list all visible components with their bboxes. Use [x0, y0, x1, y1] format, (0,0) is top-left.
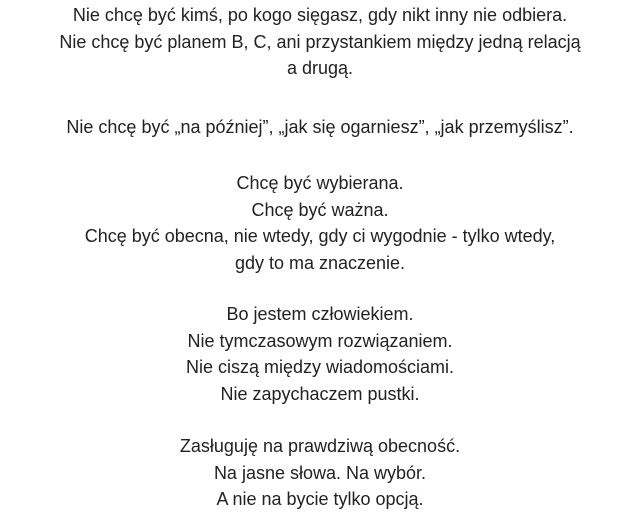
text-line: Nie ciszą między wiadomościami.	[185, 357, 455, 377]
text-line: Na jasne słowa. Na wybór.	[213, 462, 427, 483]
stanza-i-deserve	[0, 433, 640, 513]
text-line: Nie chcę być kimś, po kogo sięgasz, gdy nikt inny nie odbiera.	[72, 5, 568, 25]
stanza-want-to-be-chosen	[0, 170, 640, 276]
text-line: Nie tymczasowym rozwiązaniem.	[187, 330, 453, 351]
stanza-not-a-backup	[0, 2, 640, 82]
stanza-i-am-human	[0, 301, 640, 407]
text-line: gdy to ma znaczenie.	[234, 252, 406, 273]
text-line: a drugą.	[286, 58, 354, 78]
text-line: Chcę być ważna.	[251, 199, 389, 220]
text-line: Nie chcę być planem B, C, ani przystankiem między jedną relacją	[59, 31, 581, 52]
text-line: Nie zapychaczem pustki.	[220, 383, 420, 404]
text-line: A nie na bycie tylko opcją.	[216, 489, 424, 509]
text-line: Chcę być obecna, nie wtedy, gdy ci wygodnie - tylko wtedy,	[84, 226, 556, 246]
text-line: Zasługuję na prawdziwą obecność.	[179, 436, 461, 456]
text-line: Bo jestem człowiekiem.	[226, 304, 414, 324]
text-line: Nie chcę być „na później”, „jak się ogarniesz”, „jak przemyślisz”.	[66, 117, 574, 137]
stanza-not-later	[0, 114, 640, 141]
text-line: Chcę być wybierana.	[236, 173, 404, 193]
